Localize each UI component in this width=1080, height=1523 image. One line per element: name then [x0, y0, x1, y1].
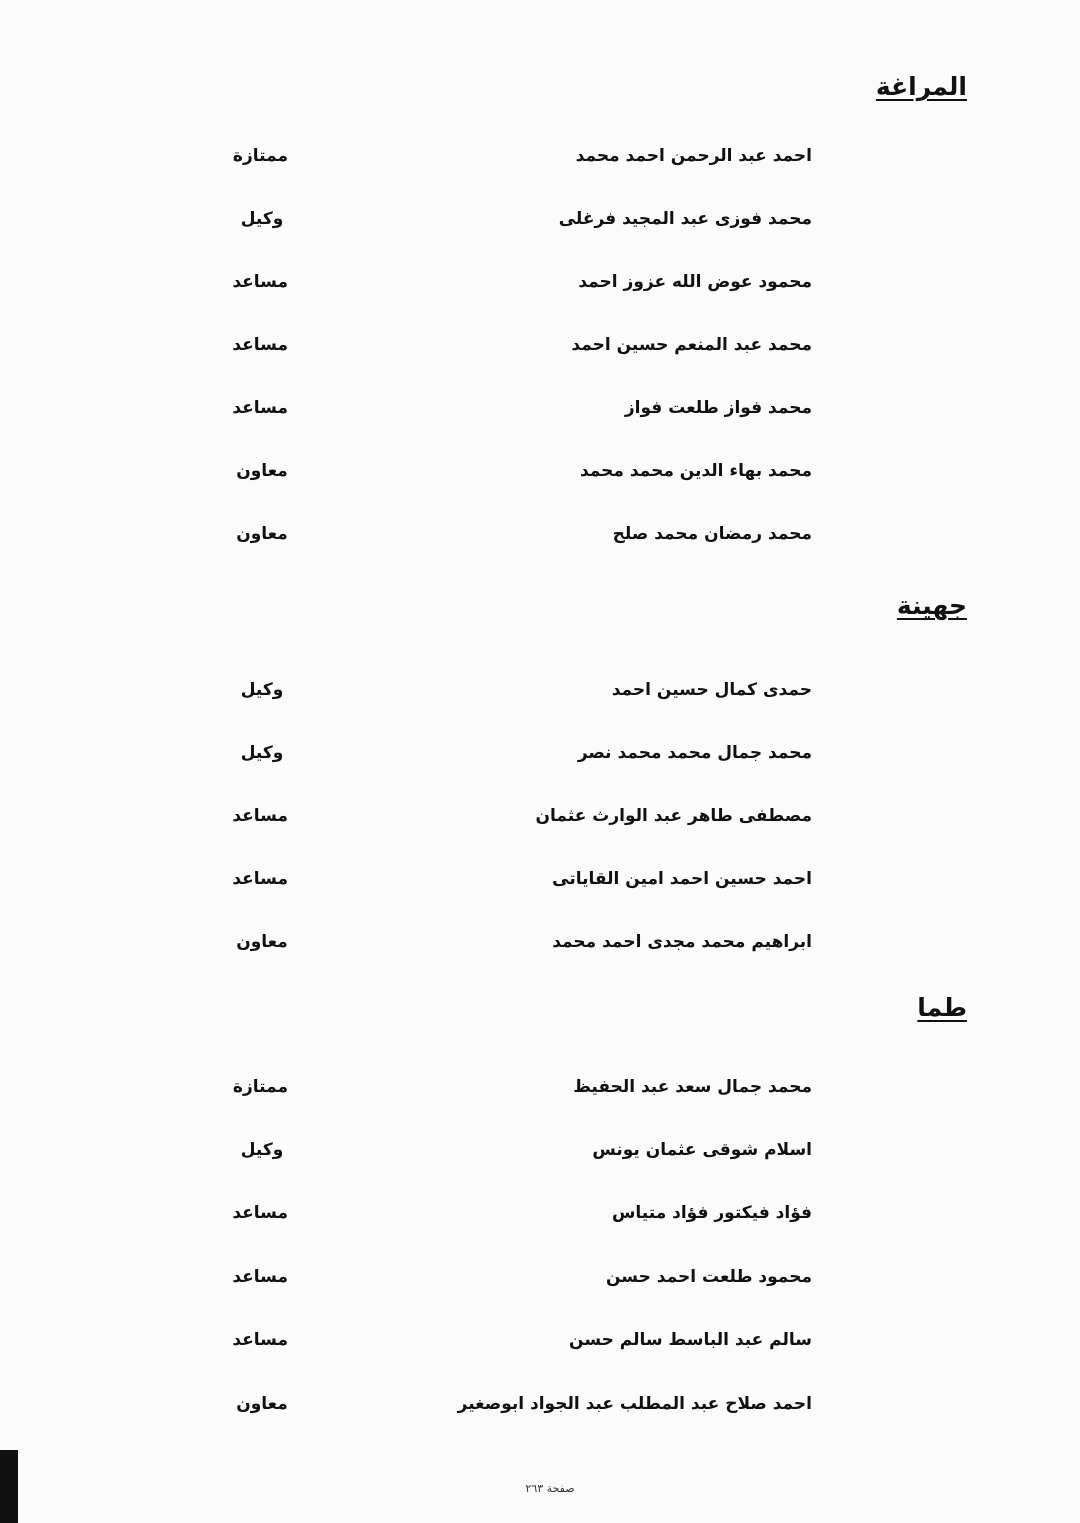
scan-edge-mark [0, 1450, 18, 1523]
list-item [0, 864, 1080, 894]
employee-name: سالم عبد الباسط سالم حسن [569, 1330, 812, 1350]
employee-name: محمد رمضان محمد صلح [612, 524, 812, 544]
employee-grade: معاون [236, 1394, 288, 1414]
list-item [0, 738, 1080, 768]
employee-grade: معاون [236, 461, 288, 481]
list-item [0, 141, 1080, 171]
employee-grade: وكيل [240, 680, 284, 700]
employee-name: محمد جمال سعد عبد الحفيظ [573, 1077, 812, 1097]
employee-name: اسلام شوقى عثمان يونس [592, 1140, 812, 1160]
employee-grade: ممتازة [232, 146, 288, 166]
list-item [0, 927, 1080, 957]
section-title: المراغة [875, 72, 967, 101]
list-item [0, 1072, 1080, 1102]
list-item [0, 330, 1080, 360]
employee-grade: معاون [236, 524, 288, 544]
employee-name: احمد عبد الرحمن احمد محمد [575, 146, 812, 166]
section-title: جهينة [896, 591, 967, 620]
employee-grade: مساعد [232, 1330, 288, 1350]
employee-name: محمود عوض الله عزوز احمد [578, 272, 812, 292]
employee-name: محمد فوزى عبد المجيد فرغلى [558, 209, 812, 229]
employee-name: حمدى كمال حسين احمد [611, 680, 812, 700]
list-item [0, 1198, 1080, 1228]
employee-grade: مساعد [232, 398, 288, 418]
employee-grade: مساعد [232, 869, 288, 889]
employee-grade: ممتازة [232, 1077, 288, 1097]
list-item [0, 393, 1080, 423]
list-item [0, 1325, 1080, 1355]
employee-name: محمد عبد المنعم حسين احمد [571, 335, 812, 355]
employee-grade: وكيل [240, 743, 284, 763]
list-item [0, 519, 1080, 549]
list-item [0, 456, 1080, 486]
list-item [0, 675, 1080, 705]
employee-grade: مساعد [232, 1267, 288, 1287]
employee-name: محمد جمال محمد محمد نصر [577, 743, 812, 763]
employee-grade: مساعد [232, 335, 288, 355]
section-title: طما [917, 993, 967, 1022]
list-item [0, 204, 1080, 234]
list-item [0, 801, 1080, 831]
employee-grade: وكيل [240, 1140, 284, 1160]
employee-name: احمد صلاح عبد المطلب عبد الجواد ابوصغير [457, 1394, 812, 1414]
list-item [0, 267, 1080, 297]
page-number: صفحة ٢٦٣ [525, 1482, 575, 1495]
employee-name: مصطفى طاهر عبد الوارث عثمان [535, 806, 812, 826]
employee-grade: مساعد [232, 272, 288, 292]
employee-name: ابراهيم محمد مجدى احمد محمد [552, 932, 812, 952]
list-item [0, 1262, 1080, 1292]
employee-grade: معاون [236, 932, 288, 952]
employee-name: احمد حسين احمد امين القاياتى [552, 869, 812, 889]
employee-grade: مساعد [232, 806, 288, 826]
employee-grade: مساعد [232, 1203, 288, 1223]
employee-name: محمود طلعت احمد حسن [605, 1267, 812, 1287]
list-item [0, 1389, 1080, 1419]
employee-name: محمد فواز طلعت فواز [624, 398, 812, 418]
list-item [0, 1135, 1080, 1165]
employee-name: فؤاد فيكتور فؤاد متياس [611, 1203, 812, 1223]
employee-name: محمد بهاء الدين محمد محمد [579, 461, 812, 481]
employee-grade: وكيل [240, 209, 284, 229]
